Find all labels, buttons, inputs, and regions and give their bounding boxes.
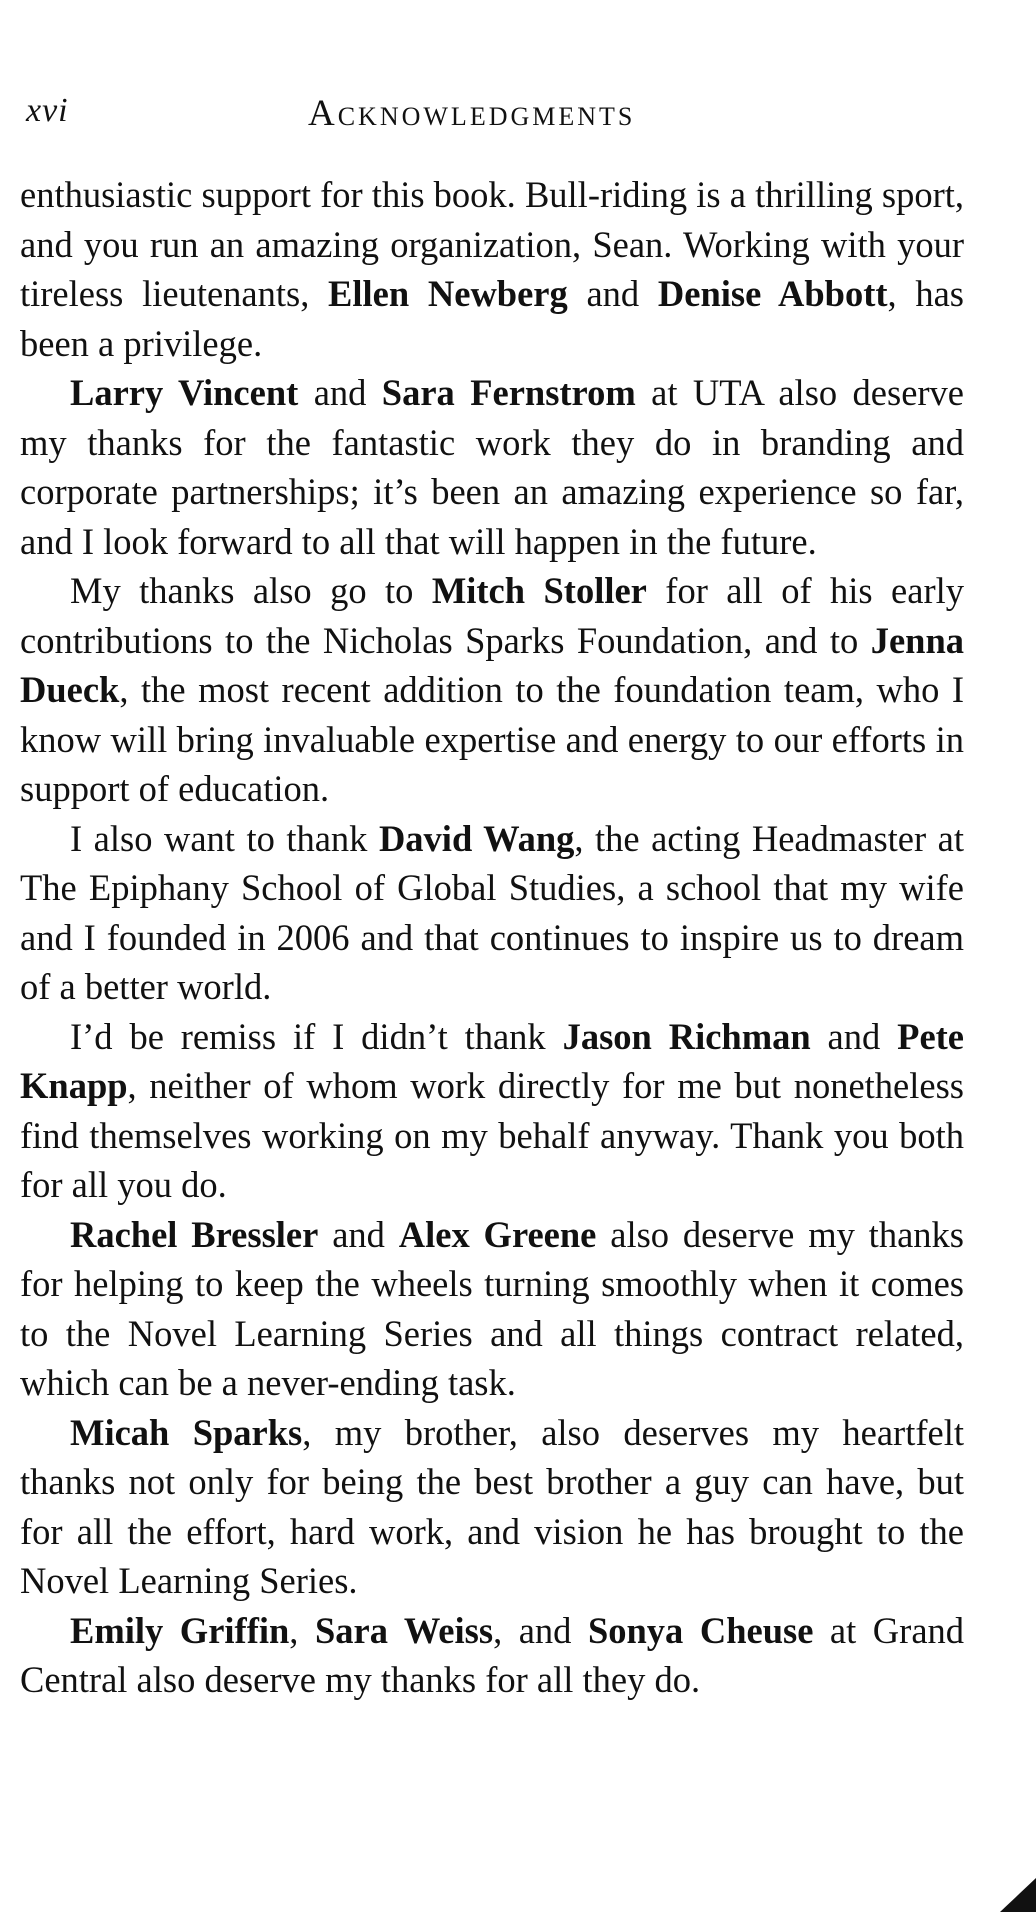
text-run: , the most recent addition to the foundation team, who I know will bring invaluable expertise and energy to our efforts in support of education. [20, 669, 964, 809]
text-run: and [298, 372, 382, 413]
text-run: , neither of whom work directly for me but nonetheless find themselves working on my behalf anyway. Thank you both for all you do. [20, 1065, 964, 1205]
text-run: My thanks also go to [70, 570, 432, 611]
bold-name: Jenna Dueck [20, 619, 964, 710]
text-run: for all of his early contributions to the Nicholas Sparks Foundation, and to [20, 570, 964, 661]
bold-name: Pete Knapp [20, 1015, 965, 1106]
bold-name: Larry Vincent [70, 372, 299, 413]
bold-name: Jason Richman [562, 1015, 811, 1057]
bold-name: Rachel Bressler [70, 1213, 319, 1255]
paragraph [20, 1408, 964, 1606]
page-header [0, 92, 1036, 142]
page-corner-mark [1000, 1878, 1036, 1912]
text-run: I also want to thank [70, 817, 379, 859]
paragraph [20, 170, 964, 368]
body-text [20, 170, 964, 1705]
text-run: and [318, 1213, 399, 1255]
text-run: , the acting Headmaster at The Epiphany School of Global Studies, a school that my wife and I founded in 2006 and that continues to inspire us to dream of a better world. [20, 817, 964, 1007]
text-run: , [289, 1609, 315, 1651]
paragraph [20, 814, 964, 1012]
bold-name: Sara Fernstrom [381, 372, 636, 413]
text-run: at UTA also deserve my thanks for the fantastic work they do in branding and corporate partnerships; it’s been an amazing experience so far, and I look forward to all that will happen in the future. [20, 372, 965, 562]
paragraph [20, 368, 964, 566]
bold-name: David Wang [378, 817, 575, 859]
text-run: also deserve my thanks for helping to keep the wheels turning smoothly when it comes to the Novel Learning Series and all things contract related, which can be a never-ending task. [20, 1213, 964, 1403]
text-run: enthusiastic support for this book. Bull-riding is a thrilling sport, and you run an amazing organization, Sean. Working with your tireless lieutenants, [20, 174, 964, 314]
bold-name: Denise Abbott [657, 273, 888, 314]
running-head: Acknowledgments [308, 93, 636, 134]
text-run: and [810, 1015, 898, 1057]
text-run: , and [493, 1609, 588, 1651]
bold-name: Micah Sparks [70, 1411, 303, 1453]
text-run: I’d be remiss if I didn’t thank [70, 1015, 563, 1057]
bold-name: Sara Weiss [314, 1609, 494, 1651]
bold-name: Ellen Newberg [328, 273, 568, 314]
bold-name: Sonya Cheuse [587, 1609, 814, 1651]
paragraph [20, 1012, 964, 1210]
text-run: , has been a privilege. [20, 273, 965, 364]
paragraph [20, 1606, 964, 1705]
bold-name: Alex Greene [398, 1213, 597, 1255]
paragraph [20, 566, 964, 814]
bold-name: Mitch Stoller [431, 570, 647, 611]
paragraph [20, 1210, 964, 1408]
page-number: xvi [26, 92, 69, 129]
text-run: and [567, 273, 658, 314]
bold-name: Emily Griffin [70, 1609, 290, 1651]
text-run: at Grand Central also deserve my thanks for all they do. [20, 1609, 965, 1700]
text-run: , my brother, also deserves my heartfelt thanks not only for being the best brother a guy can have, but for all the effort, hard work, and vision he has brought to the Novel Learning Series. [20, 1411, 964, 1601]
